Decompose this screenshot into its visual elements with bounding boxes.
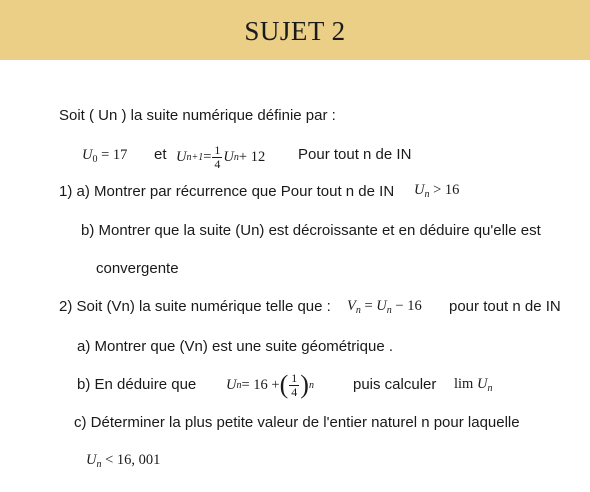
- calc-text: puis calculer: [353, 376, 437, 393]
- q2-forall: pour tout n de IN: [449, 298, 561, 315]
- vn-formula: $V_n = U_n - 16$: [347, 298, 422, 316]
- et-word: et: [154, 146, 167, 163]
- q1a-formula: $U_n > 16$: [414, 182, 460, 200]
- question-2b: b) En déduire que: [77, 376, 197, 393]
- un-explicit-formula: U n = 16 + ( $\frac{1}{4}$ ) n: [226, 370, 314, 399]
- definition-line: [82, 141, 562, 175]
- limit-formula: $\lim U_n$: [454, 376, 493, 394]
- recurrence-formula: U n+1 = $\frac{1}{4}$ U n + 12: [176, 142, 266, 171]
- question-2: 2) Soit (Vn) la suite numérique telle que :: [59, 298, 331, 315]
- question-1b-line2: convergente: [96, 260, 179, 277]
- question-1b-line1: b) Montrer que la suite (Un) est décroissante et en déduire qu'elle est: [81, 222, 541, 239]
- forall-text: Pour tout n de IN: [298, 146, 412, 163]
- intro-line: Soit ( Un ) la suite numérique définie par :: [59, 107, 336, 124]
- title-banner: [0, 0, 590, 60]
- fraction-one-quarter-2: $\frac{1}{4}$: [291, 370, 298, 399]
- question-2c: c) Déterminer la plus petite valeur de l'entier naturel n pour laquelle: [74, 414, 520, 431]
- u0-formula: $U_0 = 17$: [82, 147, 128, 165]
- q2c-formula: $U_n < 16$, 001: [86, 452, 161, 470]
- question-1a: 1) a) Montrer par récurrence que Pour tout n de IN: [59, 183, 395, 200]
- page-title: SUJET 2: [244, 15, 346, 46]
- question-2a: a) Montrer que (Vn) est une suite géométrique .: [77, 338, 393, 355]
- fraction-one-quarter: $\frac{1}{4}$: [214, 142, 221, 171]
